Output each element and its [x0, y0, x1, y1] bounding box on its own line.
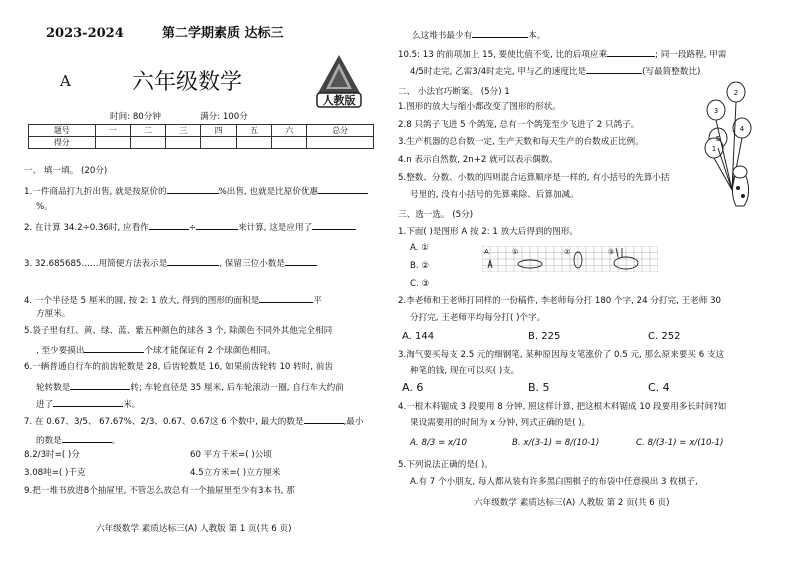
- score-header-cell: 六: [272, 125, 307, 137]
- question-5: 5.袋子里有红、黄、绿、蓝、紫五种颜色的球各 3 个, 除颜色不同外其他完全相同: [24, 326, 333, 336]
- question-6-cont: 轮转数是 转; 车轮直径是 35 厘米, 后车轮滚动一圈, 自行车大约前: [36, 380, 344, 394]
- question-8d: 4.5立方米=( )立方厘米: [190, 468, 281, 478]
- fraction: 2/3: [32, 450, 47, 460]
- score-header-cell: 五: [236, 125, 271, 137]
- badge-text: 人教版: [322, 94, 356, 107]
- answer-blank[interactable]: [586, 64, 642, 74]
- balloon-label: 2: [733, 89, 739, 97]
- question-10-cont: 4/5时走完, 乙需3/4时走完, 甲与乙的速度比是 (写最简整数比): [410, 64, 700, 78]
- answer-blank[interactable]: [167, 184, 219, 194]
- answer-blank[interactable]: [259, 293, 313, 303]
- score-header-cell: 一: [95, 125, 130, 137]
- choice-2-option-a[interactable]: A. 144: [402, 331, 435, 342]
- section-3-heading: 三、选一选。 (5分): [398, 210, 474, 220]
- question-4-cont: 方厘米。: [36, 309, 71, 319]
- choice-5-option-a[interactable]: A.有 7 个小朋友, 每人都从装有许多黑白围棋子的布袋中任意摸出 3 枚棋子,: [410, 477, 698, 487]
- choice-2-option-b[interactable]: B. 225: [528, 331, 561, 342]
- school-year: 2023-2024: [46, 26, 124, 41]
- question-7: 7. 在 0.67、3/5、 67.67%、2/3、0.67、0.67这 6 个数中, 最大的数是 ,最小: [24, 414, 364, 428]
- score-cell[interactable]: [272, 137, 307, 149]
- question-3: 3. 32.685685……用简便方法表示是 , 保留三位小数是: [24, 256, 317, 270]
- choice-2-option-c[interactable]: C. 252: [648, 331, 681, 342]
- full-score: 满分: 100分: [200, 112, 248, 122]
- question-10: 10.5: 13 的前项加上 15, 要使比值不变, 比的后项应乘 ; 同一段路程, 甲需: [398, 47, 726, 61]
- score-header-cell: 四: [201, 125, 236, 137]
- question-9-cont: 么这堆书最少有 本。: [412, 28, 545, 42]
- answer-blank[interactable]: [607, 47, 655, 57]
- question-4: 4. 一个半径是 5 厘米的圆, 按 2: 1 放大, 得到的图形的面积是 平: [24, 293, 322, 307]
- dog-illustration-icon: [726, 160, 756, 210]
- answer-blank[interactable]: [149, 220, 189, 230]
- footer-right: 六年级数学 素质达标三(A) 人教版 第 2 页(共 6 页): [474, 498, 670, 508]
- choice-3: 3.淘气要买每支 2.5 元的细钢笔, 某种原因每支笔涨价了 0.5 元, 那么原来要买 6 支这: [398, 350, 725, 360]
- score-cell[interactable]: [130, 137, 165, 149]
- score-row-label: 得分: [29, 137, 96, 149]
- textbook-logo-icon: [314, 53, 364, 111]
- choice-4-option-a[interactable]: A. 8/3 = x/10: [410, 438, 467, 448]
- choice-1-option-b[interactable]: B. ②: [410, 261, 430, 271]
- score-cell[interactable]: [307, 137, 374, 149]
- question-5-cont: , 至少要摸出 个球才能保证有 2 个球颜色相同。: [36, 343, 276, 357]
- choice-2-cont: 分打完, 王老师平均每分打( )个字。: [410, 313, 546, 323]
- choice-4: 4.一根木料锯成 3 段要用 8 分钟, 照这样计算, 把这根木料锯成 10 段要用多长时间?如: [398, 402, 727, 412]
- answer-blank[interactable]: [167, 256, 219, 266]
- question-8b: 60 平方千米=( )公顷: [190, 450, 272, 460]
- answer-blank[interactable]: [62, 433, 112, 443]
- section-1-heading: 一、 填一填。 (20分): [24, 166, 108, 176]
- footer-left: 六年级数学 素质达标三(A) 人教版 第 1 页(共 6 页): [96, 524, 292, 534]
- question-6: 6.一辆普通自行车的前齿轮数是 28, 后齿轮数是 16, 如果前齿轮转 10 转时, 前齿: [24, 362, 333, 372]
- score-header-cell: 二: [130, 125, 165, 137]
- rabbit-grid-figure: [482, 246, 658, 272]
- choice-4-cont: 果设需要用的时间为 x 分钟, 列式正确的是( )。: [410, 418, 591, 428]
- question-1: 1.一件商品打九折出售, 就是按原价的 %出售, 也就是比原价优惠: [24, 184, 368, 198]
- balloon-label: 3: [713, 107, 719, 115]
- figure-label: ①: [512, 248, 519, 256]
- score-cell[interactable]: [95, 137, 130, 149]
- choice-1: 1.下面( )是图形 A 按 2: 1 放大后得到的图形。: [398, 227, 578, 237]
- answer-blank[interactable]: [285, 256, 317, 266]
- figure-label: ②: [564, 248, 571, 256]
- fraction: 3/4: [472, 67, 487, 77]
- question-8c: 3.08吨=( )千克: [24, 468, 86, 478]
- score-cell[interactable]: [236, 137, 271, 149]
- balloon-label: 5: [715, 135, 721, 143]
- score-table-row: [29, 137, 374, 149]
- choice-2: 2.李老师和王老师打同样的一份稿件, 李老师每分打 180 个字, 24 分打完, 王老师 30: [398, 296, 722, 306]
- fraction: 3/5: [74, 417, 88, 427]
- judge-2: 2.8 只鸽子飞进 5 个鸽笼, 总有一个鸽笼至少飞进了 2 只鸽子。: [398, 120, 640, 130]
- answer-blank[interactable]: [84, 343, 144, 353]
- answer-blank[interactable]: [53, 397, 123, 407]
- question-6-cont2: 进了 米。: [36, 397, 140, 411]
- answer-blank[interactable]: [70, 380, 130, 390]
- exam-time: 时间: 80分钟: [110, 112, 161, 122]
- figure-label: ③: [608, 248, 615, 256]
- choice-4-option-c[interactable]: C. 8/(3-1) = x/(10-1): [636, 438, 724, 448]
- choice-3-cont: 种笔的钱, 现在可以买( )支。: [410, 366, 520, 376]
- choice-3-option-a[interactable]: A. 6: [402, 381, 424, 394]
- answer-blank[interactable]: [472, 28, 528, 38]
- score-cell[interactable]: [201, 137, 236, 149]
- choice-1-option-a[interactable]: A. ①: [410, 243, 429, 253]
- balloon-label: 1: [711, 145, 717, 153]
- balloon-label: 4: [739, 125, 745, 133]
- answer-blank[interactable]: [304, 414, 344, 424]
- judge-1: 1.图形的放大与缩小都改变了图形的形状。: [398, 102, 561, 112]
- fraction: 2/3: [140, 417, 155, 427]
- term-title: 第二学期素质 达标三: [162, 26, 284, 41]
- judge-3: 3.生产机器的总台数一定, 生产天数和每天生产的台数成正比例。: [398, 137, 644, 147]
- question-2: 2. 在计算 34.2÷0.36时, 应看作 ÷ 来计算, 这是应用了: [24, 220, 356, 234]
- choice-3-option-b[interactable]: B. 5: [528, 381, 550, 394]
- score-header-cell: 三: [166, 125, 201, 137]
- score-header-cell: 题号: [29, 125, 96, 137]
- answer-blank[interactable]: [312, 220, 356, 230]
- choice-1-option-c[interactable]: C. ③: [410, 279, 430, 289]
- question-1-cont: %。: [36, 202, 53, 212]
- page-title: 六年级数学: [132, 70, 243, 95]
- figure-label: A: [484, 248, 489, 256]
- score-cell[interactable]: [166, 137, 201, 149]
- question-7-cont: 的数是 。: [36, 433, 120, 447]
- score-table-header-row: [29, 125, 374, 137]
- choice-5: 5.下列说法正确的是( )。: [398, 460, 493, 470]
- score-table: [28, 124, 374, 149]
- score-header-cell: 总分: [307, 125, 374, 137]
- answer-blank[interactable]: [318, 184, 368, 194]
- answer-blank[interactable]: [196, 220, 238, 230]
- choice-4-option-b[interactable]: B. x/(3-1) = 8/(10-1): [512, 438, 600, 448]
- paper-variant: A: [60, 72, 71, 90]
- question-9: 9.把一堆书放进8个抽屉里, 不管怎么放总有一个抽屉里至少有3本书, 那: [24, 486, 295, 496]
- choice-3-option-c[interactable]: C. 4: [648, 381, 670, 394]
- question-8a: 8.2/3时=( )分: [24, 450, 80, 460]
- judge-5-cont: 号里的, 没有小括号的先算乘除、后算加减。: [410, 190, 579, 200]
- section-2-heading: 二、 小法官巧断案。 (5分) 1: [398, 87, 510, 97]
- judge-4: 4.n 表示自然数, 2n+2 就可以表示偶数。: [398, 155, 558, 165]
- judge-5: 5.整数、分数、小数的四则混合运算顺序是一样的, 有小括号的先算小括: [398, 173, 670, 183]
- fraction: 4/5: [410, 67, 424, 77]
